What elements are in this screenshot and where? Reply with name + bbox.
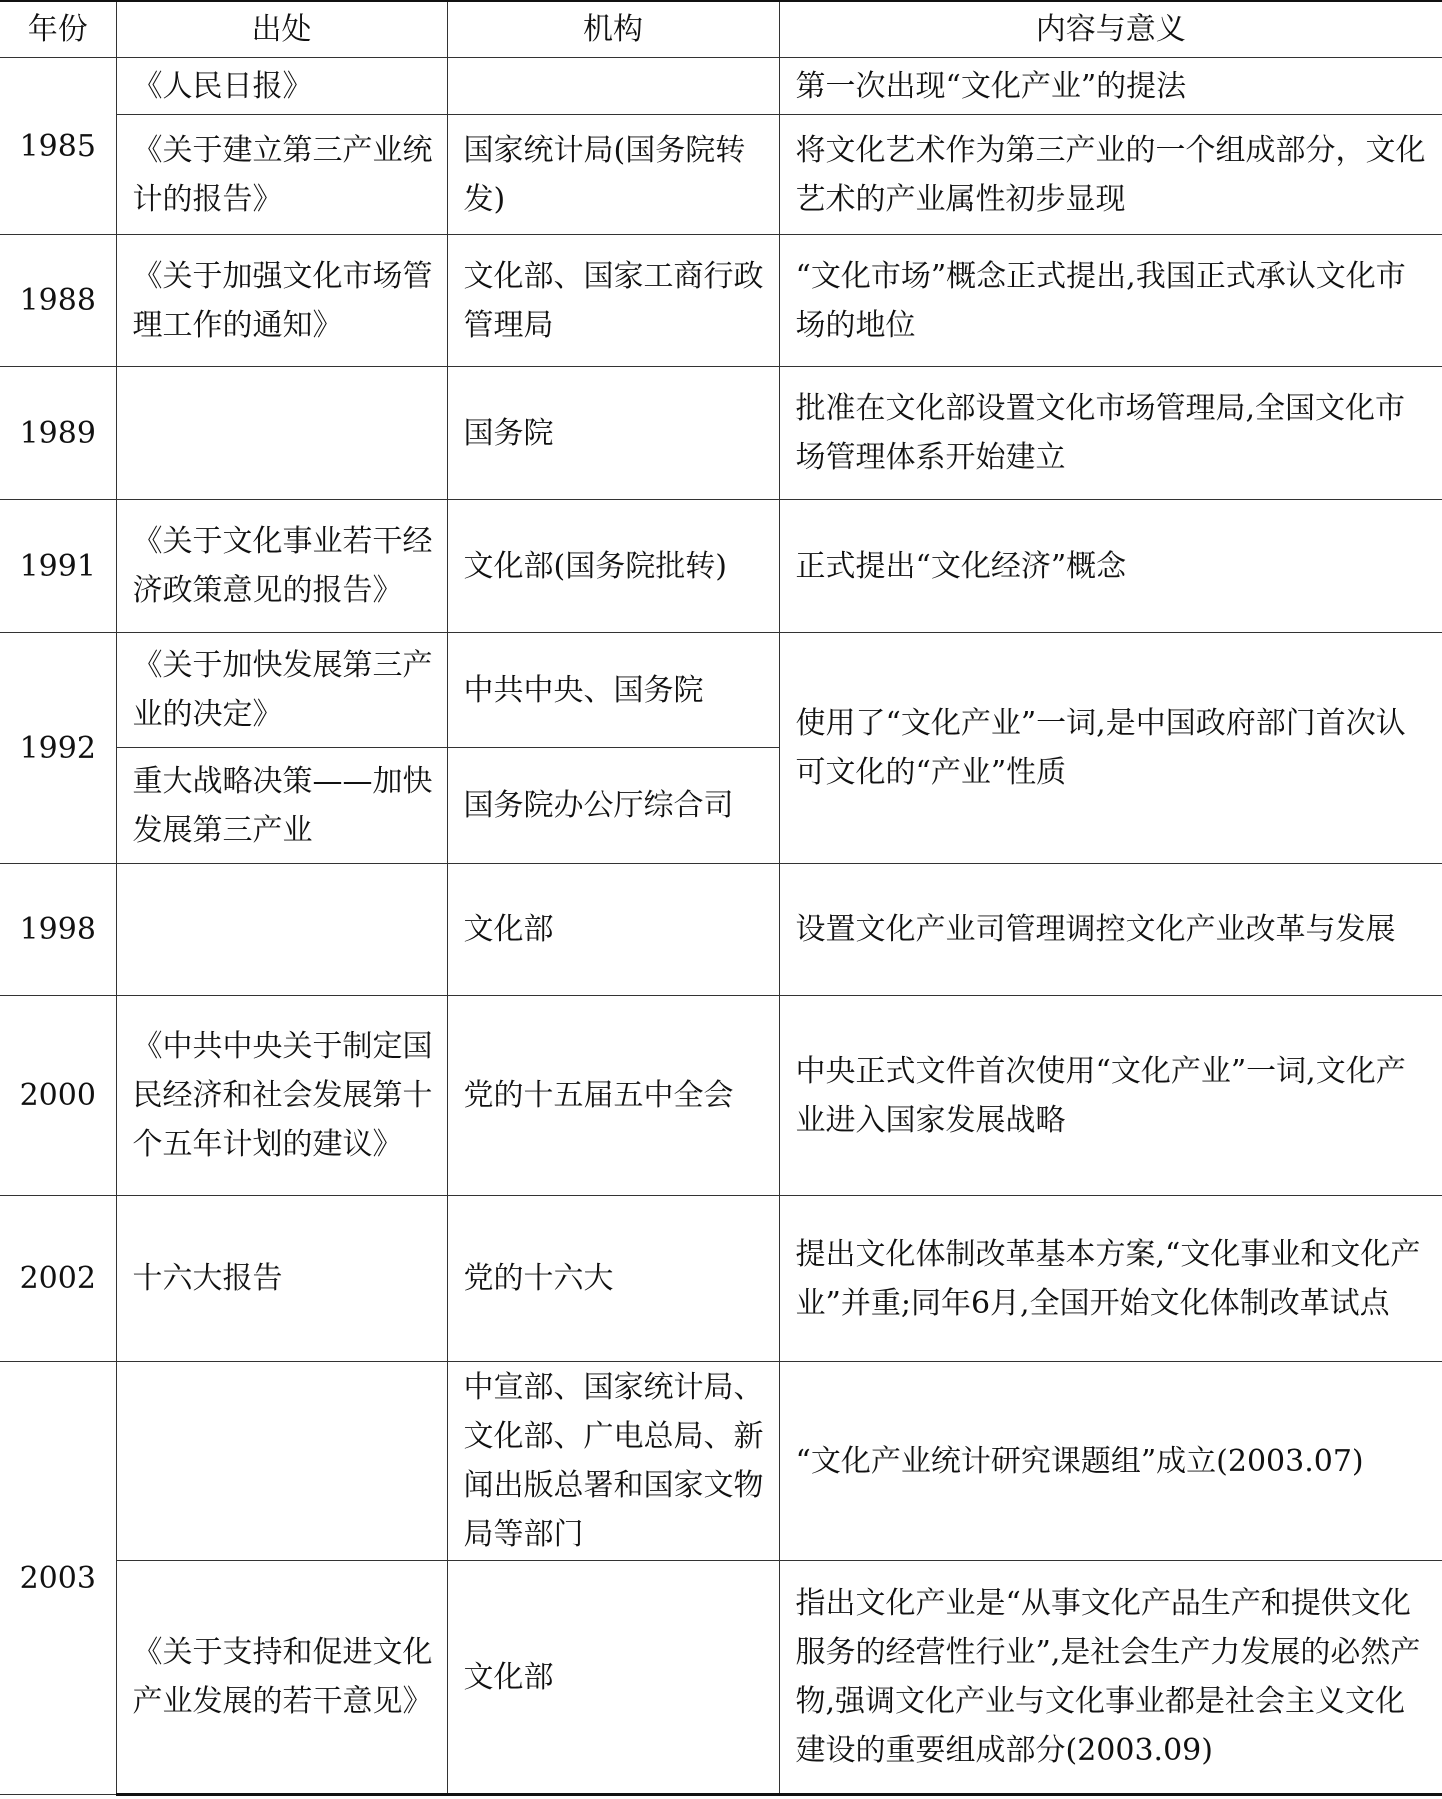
org-cell bbox=[447, 58, 779, 115]
content-cell: 提出文化体制改革基本方案,“文化事业和文化产业”并重;同年6月,全国开始文化体制改革试点 bbox=[779, 1196, 1442, 1362]
table-row bbox=[0, 1362, 1442, 1561]
source-cell: 《关于加快发展第三产业的决定》 bbox=[116, 633, 447, 748]
header-year: 年份 bbox=[0, 1, 116, 58]
table-row bbox=[0, 1561, 1442, 1795]
table-row bbox=[0, 58, 1442, 115]
org-cell: 党的十六大 bbox=[447, 1196, 779, 1362]
table-row bbox=[0, 1196, 1442, 1362]
table-row bbox=[0, 864, 1442, 996]
source-cell: 《关于文化事业若干经济政策意见的报告》 bbox=[116, 500, 447, 633]
org-cell: 文化部、国家工商行政管理局 bbox=[447, 235, 779, 367]
year-cell: 1992 bbox=[0, 633, 116, 864]
content-cell: “文化产业统计研究课题组”成立(2003.07) bbox=[779, 1362, 1442, 1561]
org-cell: 文化部(国务院批转) bbox=[447, 500, 779, 633]
content-cell: 指出文化产业是“从事文化产品生产和提供文化服务的经营性行业”,是社会生产力发展的必然产物,强调文化产业与文化事业都是社会主义文化建设的重要组成部分(2003.09) bbox=[779, 1561, 1442, 1795]
content-cell: 第一次出现“文化产业”的提法 bbox=[779, 58, 1442, 115]
table-row bbox=[0, 115, 1442, 235]
year-cell: 1989 bbox=[0, 367, 116, 500]
source-cell: 十六大报告 bbox=[116, 1196, 447, 1362]
org-cell: 党的十五届五中全会 bbox=[447, 996, 779, 1196]
table-row bbox=[0, 367, 1442, 500]
header-source: 出处 bbox=[116, 1, 447, 58]
year-cell: 1985 bbox=[0, 58, 116, 235]
org-cell: 中共中央、国务院 bbox=[447, 633, 779, 748]
source-cell: 重大战略决策——加快发展第三产业 bbox=[116, 748, 447, 864]
content-cell: 将文化艺术作为第三产业的一个组成部分，文化艺术的产业属性初步显现 bbox=[779, 115, 1442, 235]
year-cell: 1988 bbox=[0, 235, 116, 367]
year-cell: 2003 bbox=[0, 1362, 116, 1795]
header-org: 机构 bbox=[447, 1, 779, 58]
source-cell: 《人民日报》 bbox=[116, 58, 447, 115]
content-cell: 批准在文化部设置文化市场管理局,全国文化市场管理体系开始建立 bbox=[779, 367, 1442, 500]
table-row bbox=[0, 235, 1442, 367]
content-cell: 正式提出“文化经济”概念 bbox=[779, 500, 1442, 633]
table-row bbox=[0, 500, 1442, 633]
year-cell: 1998 bbox=[0, 864, 116, 996]
header-content: 内容与意义 bbox=[779, 1, 1442, 58]
year-cell: 1991 bbox=[0, 500, 116, 633]
content-cell: 使用了“文化产业”一词,是中国政府部门首次认可文化的“产业”性质 bbox=[779, 633, 1442, 864]
content-cell: “文化市场”概念正式提出,我国正式承认文化市场的地位 bbox=[779, 235, 1442, 367]
source-cell: 《关于建立第三产业统计的报告》 bbox=[116, 115, 447, 235]
org-cell: 文化部 bbox=[447, 1561, 779, 1795]
org-cell: 文化部 bbox=[447, 864, 779, 996]
org-cell: 国务院办公厅综合司 bbox=[447, 748, 779, 864]
source-cell: 《中共中央关于制定国民经济和社会发展第十个五年计划的建议》 bbox=[116, 996, 447, 1196]
source-cell bbox=[116, 864, 447, 996]
content-cell: 中央正式文件首次使用“文化产业”一词,文化产业进入国家发展战略 bbox=[779, 996, 1442, 1196]
table-row bbox=[0, 996, 1442, 1196]
table-header-row bbox=[0, 1, 1442, 58]
org-cell: 国务院 bbox=[447, 367, 779, 500]
source-cell bbox=[116, 367, 447, 500]
source-cell: 《关于加强文化市场管理工作的通知》 bbox=[116, 235, 447, 367]
content-cell: 设置文化产业司管理调控文化产业改革与发展 bbox=[779, 864, 1442, 996]
table-row bbox=[0, 633, 1442, 748]
source-cell bbox=[116, 1362, 447, 1561]
year-cell: 2000 bbox=[0, 996, 116, 1196]
year-cell: 2002 bbox=[0, 1196, 116, 1362]
org-cell: 中宣部、国家统计局、文化部、广电总局、新闻出版总署和国家文物局等部门 bbox=[447, 1362, 779, 1561]
source-cell: 《关于支持和促进文化产业发展的若干意见》 bbox=[116, 1561, 447, 1795]
org-cell: 国家统计局(国务院转发) bbox=[447, 115, 779, 235]
